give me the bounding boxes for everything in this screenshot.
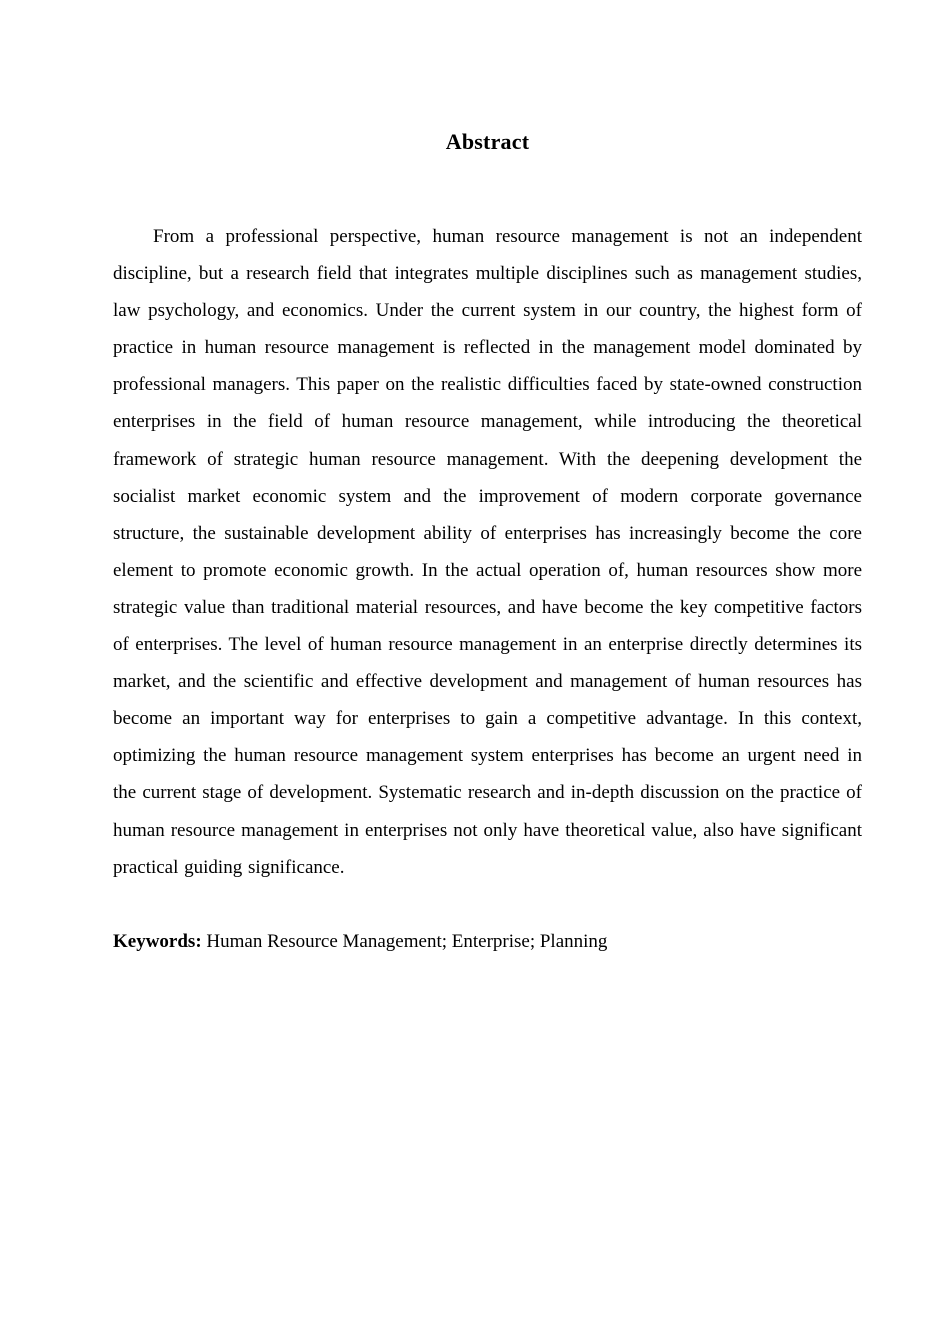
abstract-paragraph: From a professional perspective, human resource management is not an independent discipline, but a research field that integrates multiple disciplines such as management studies, law psychology, and economics. Under the current system in our country, the highest form of practice in human resource management is reflected in the management model dominated by professional managers. This paper on the realistic difficulties faced by state-owned construction enterprises in the field of human resource management, while introducing the theoretical framework of strategic human resource management. With the deepening development the socialist market economic system and the improvement of modern corporate governance structure, the sustainable development ability of enterprises has increasingly become the core element to promote economic growth. In the actual operation of, human resources show more strategic value than traditional material resources, and have become the key competitive factors of enterprises. The level of human resource management in an enterprise directly determines its market, and the scientific and effective development and management of human resources has become an important way for enterprises to gain a competitive advantage. In this context, optimizing the human resource management system enterprises has become an urgent need in the current stage of development. Systematic research and in-depth discussion on the practice of human resource management in enterprises not only have theoretical value, also have significant practical guiding significance. (113, 226, 862, 878)
page-title: Abstract (445, 129, 530, 154)
keywords-line (113, 930, 862, 954)
keywords-label: Keywords: (113, 931, 202, 952)
keywords-value: Human Resource Management; Enterprise; Planning (206, 931, 608, 952)
